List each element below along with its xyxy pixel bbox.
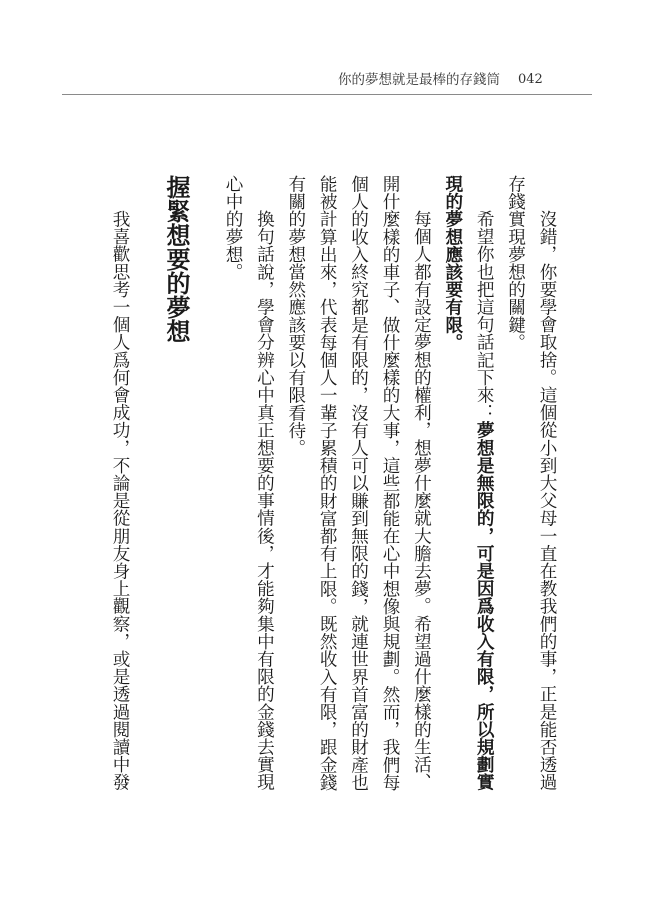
- emphasis-line: 現的夢想應該要有限。: [442, 175, 464, 351]
- page-number: 042: [518, 72, 543, 87]
- paragraph-line: 存錢實現夢想的關鍵。: [505, 175, 526, 351]
- paragraph-line: 個人的收入終究都是有限的，沒有人可以賺到無限的錢，就連世界首富的財產也: [348, 175, 369, 791]
- paragraph-line: [472, 210, 496, 791]
- paragraph-line: 心中的夢想。: [223, 175, 243, 281]
- header-rule: [62, 94, 592, 95]
- emphasis-text: 夢想是無限的，可是因爲收入有限，所以規劃實: [474, 421, 496, 791]
- section-heading: 握緊想要的夢想: [162, 175, 190, 343]
- paragraph-line: 有關的夢想當然應該要以有限看待。: [285, 175, 306, 457]
- paragraph-line: 能被計算出來，代表每個人一輩子累積的財富都有上限。既然收入有限，跟金錢: [317, 175, 338, 791]
- paragraph-line: 沒錯，你要學會取捨。這個從小到大父母一直在教我們的事，正是能否透過: [537, 210, 557, 791]
- paragraph-line: 我喜歡思考一個人爲何會成功，不論是從朋友身上觀察，或是透過閱讀中發: [110, 210, 130, 791]
- running-header-title: 你的夢想就是最棒的存錢筒: [338, 72, 500, 88]
- paragraph-line: 每個人都有設定夢想的權利，想夢什麼就大膽去夢。希望過什麼樣的生活、: [411, 210, 432, 791]
- paragraph-lead-text: 希望你也把這句話記下來：: [474, 210, 495, 422]
- paragraph-line: 開什麼樣的車子、做什麼樣的大事，這些都能在心中想像與規劃。然而，我們每: [380, 175, 400, 791]
- paragraph-line: 換句話說，學會分辨心中真正想要的事情後，才能夠集中有限的金錢去實現: [254, 210, 275, 791]
